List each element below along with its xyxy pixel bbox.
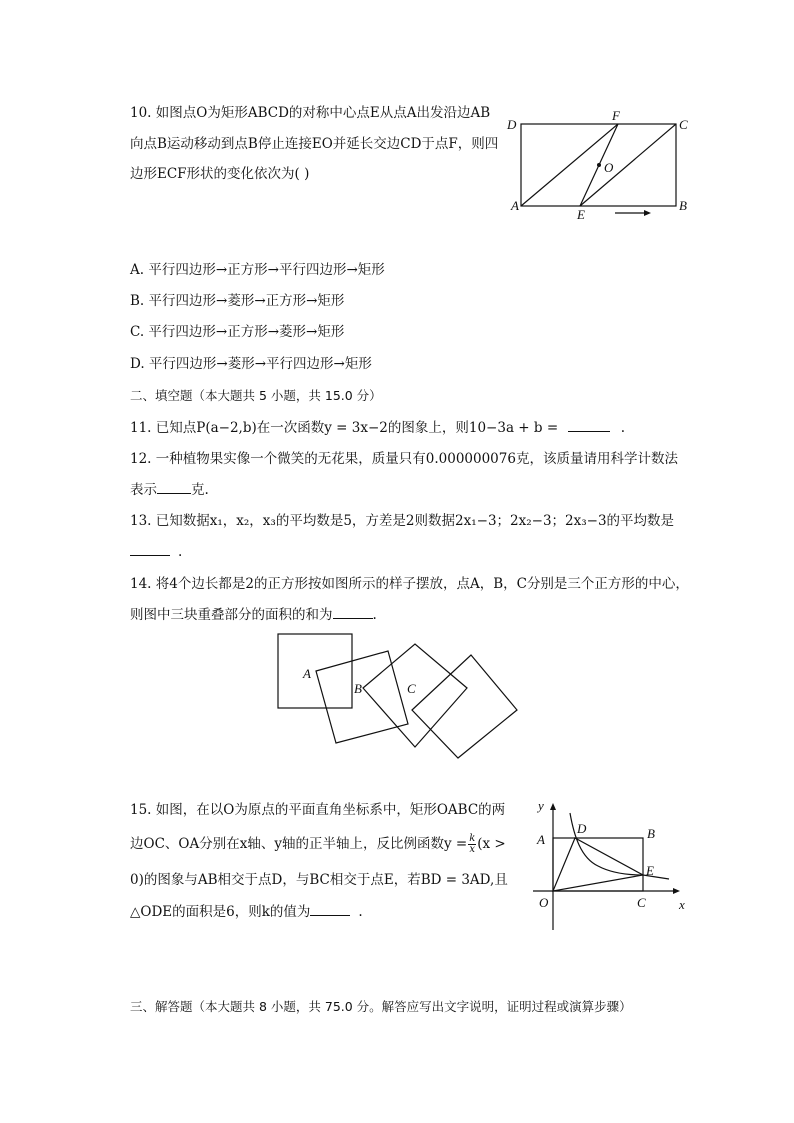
- q10-arrow-head: [644, 210, 651, 216]
- q10-label-F: F: [612, 108, 620, 123]
- q15-fraction: [468, 834, 476, 855]
- section-2-title: 二、填空题（本大题共 5 小题，共 15.0 分）: [130, 388, 382, 403]
- q15-line-4: [130, 902, 363, 922]
- q10-option-b: B. 平行四边形→菱形→正方形→矩形: [130, 293, 345, 309]
- q10-option-c: C. 平行四边形→正方形→菱形→矩形: [130, 324, 345, 340]
- q15-x-arrow: [673, 888, 680, 894]
- q15-line-4-post: .: [358, 904, 363, 920]
- q14-line-2: [130, 605, 377, 625]
- q13-tail: .: [178, 544, 183, 560]
- q15-label-B: B: [647, 826, 655, 841]
- q15-figure: [525, 796, 700, 936]
- q15-answer-blank: [310, 915, 350, 916]
- q12-line-2: [130, 480, 209, 500]
- q15-line-2-pre: 边OC、OA分别在x轴、y轴的正半轴上，反比例函数y =: [130, 836, 468, 852]
- q14-label-C: C: [407, 681, 416, 696]
- q11-text: 11. 已知点P(a−2,b)在一次函数y = 3x−2的图象上，则10−3a + b =: [130, 420, 559, 436]
- q14-label-A: A: [303, 666, 311, 681]
- q10-center-O: [597, 163, 601, 167]
- q12-line-2-pre: 表示: [130, 482, 157, 498]
- q11-tail: .: [620, 420, 626, 436]
- q15-label-y: y: [538, 798, 544, 813]
- q10-option-d: D. 平行四边形→菱形→平行四边形→矩形: [130, 356, 372, 372]
- q10-label-B: B: [679, 198, 687, 213]
- q11-line: [130, 418, 625, 438]
- q10-label-A: A: [511, 198, 519, 213]
- q15-label-A: A: [537, 832, 545, 847]
- q11-answer-blank: [568, 431, 610, 432]
- q12-answer-blank: [157, 493, 191, 494]
- q10-line-2: 向点B运动移动到点B停止连接EO并延长交边CD于点F，则四: [130, 136, 499, 152]
- q15-line-2-post: (x >: [477, 836, 506, 852]
- q15-label-D: D: [577, 821, 587, 836]
- q13-line-1: 13. 已知数据x₁，x₂，x₃的平均数是5，方差是2则数据2x₁−3；2x₂−3；2x₃−3的平均数是: [130, 513, 675, 529]
- q10-label-C: C: [679, 117, 688, 132]
- section-3-title: 三、解答题（本大题共 8 小题，共 75.0 分。解答应写出文字说明，证明过程或演算步骤）: [130, 999, 632, 1014]
- q15-frac-numerator: k: [469, 833, 476, 844]
- q12-line-1: 12. 一种植物果实像一个微笑的无花果，质量只有0.000000076克，该质量请用科学计数法: [130, 451, 678, 467]
- q10-option-a: A. 平行四边形→正方形→平行四边形→矩形: [130, 262, 385, 278]
- q10-segment-EC: [580, 124, 676, 206]
- q13-answer-blank: [130, 555, 170, 556]
- q15-label-O: O: [539, 895, 549, 910]
- q13-line-2: [130, 542, 182, 562]
- q14-square-4: [412, 655, 517, 758]
- q10-label-E: E: [577, 207, 585, 222]
- q15-line-4-pre: △ODE的面积是6，则k的值为: [130, 904, 311, 920]
- q10-figure: [505, 110, 705, 225]
- q15-line-2: [130, 834, 506, 855]
- q12-line-2-post: 克.: [191, 482, 209, 498]
- q15-line-3: 0)的图象与AB相交于点D，与BC相交于点E，若BD = 3AD,且: [130, 872, 508, 888]
- q14-line-1: 14. 将4个边长都是2的正方形按如图所示的样子摆放，点A，B，C分别是三个正方形的中心，: [130, 576, 689, 592]
- q14-square-2: [316, 651, 408, 743]
- q10-line-1: 10. 如图点O为矩形ABCD的对称中心点E从点A出发沿边AB: [130, 105, 491, 121]
- q15-label-x: x: [679, 897, 685, 912]
- q10-line-3: 边形ECF形状的变化依次为( ): [130, 166, 310, 182]
- q15-label-C: C: [637, 895, 646, 910]
- q10-label-O: O: [604, 160, 614, 175]
- q14-label-B: B: [354, 681, 362, 696]
- q15-y-arrow: [550, 803, 556, 810]
- q14-square-1: [278, 634, 352, 708]
- q15-triangle-ODE: [553, 838, 643, 891]
- q14-figure: [270, 628, 530, 753]
- q15-frac-denominator: x: [469, 844, 476, 855]
- q10-label-D: D: [507, 117, 517, 132]
- q14-answer-blank: [333, 618, 373, 619]
- q14-line-2-pre: 则图中三块重叠部分的面积的和为: [130, 607, 333, 623]
- q15-label-E: E: [646, 863, 654, 878]
- q14-line-2-post: .: [372, 607, 377, 623]
- q15-line-1: 15. 如图，在以O为原点的平面直角坐标系中，矩形OABC的两: [130, 802, 506, 818]
